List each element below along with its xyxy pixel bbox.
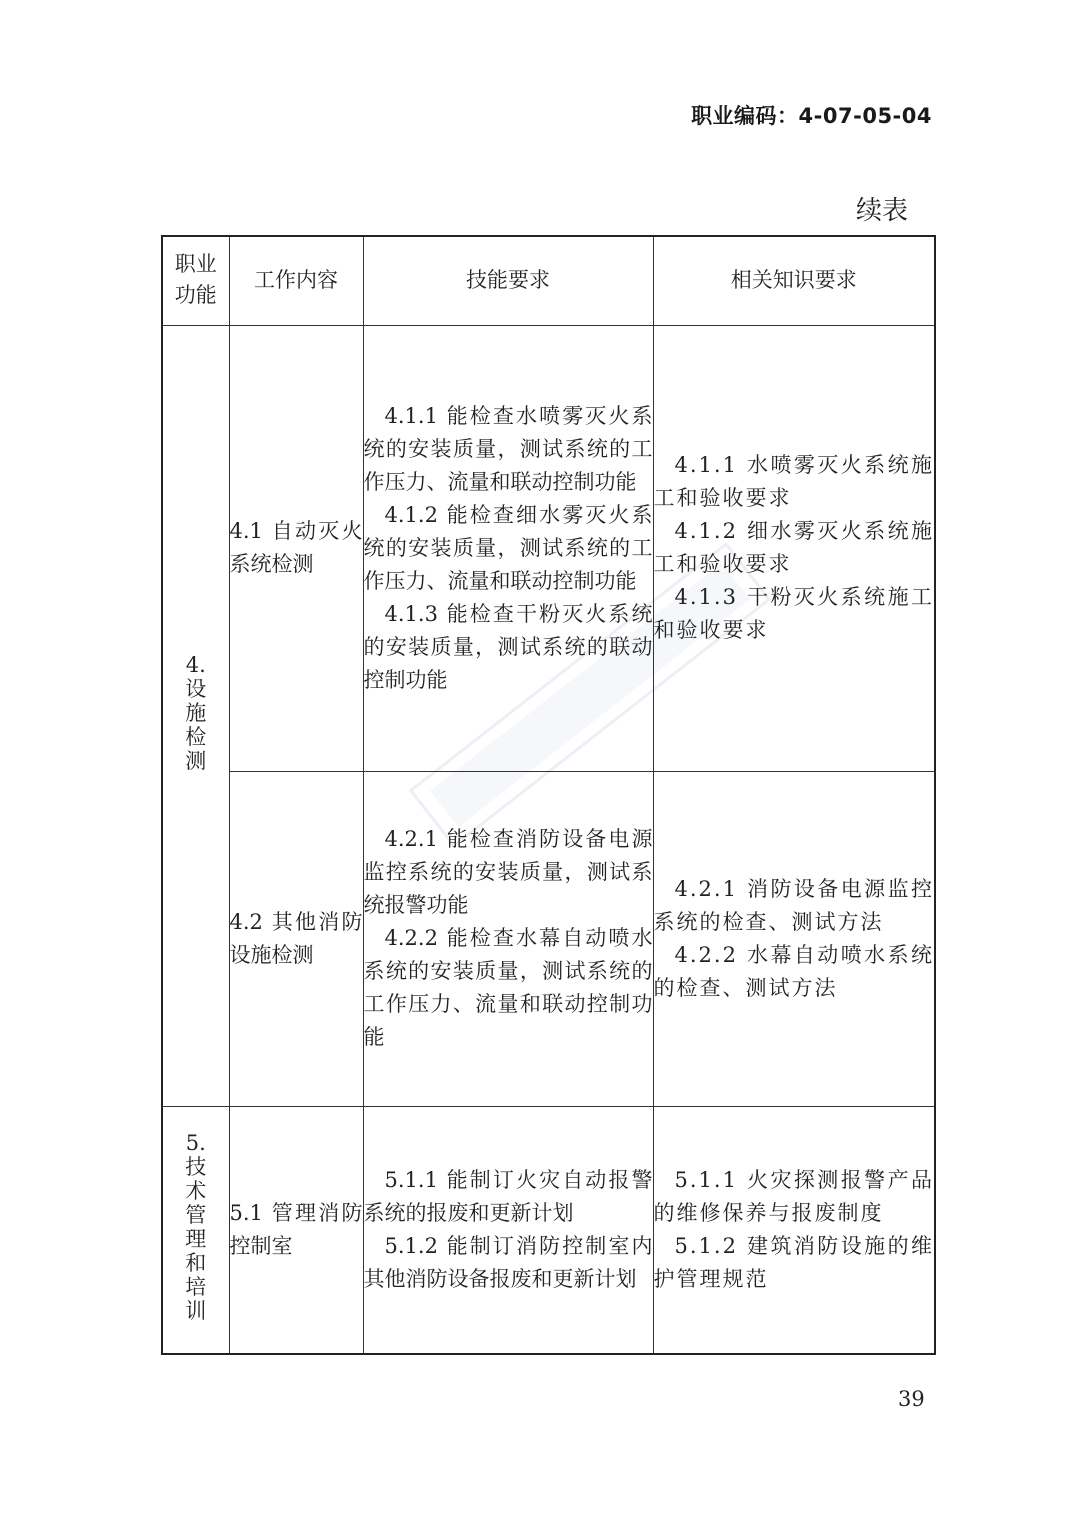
work-cell: 4.2 其他消防设施检测 — [229, 771, 363, 1106]
table-row — [162, 325, 935, 771]
table-row — [162, 1106, 935, 1354]
skill-item: 4.2.1 能检查消防设备电源监控系统的安装质量，测试系统报警功能 — [363, 827, 653, 917]
skill-cell — [363, 1106, 653, 1354]
knowledge-item: 5.1.2 建筑消防设施的维护管理规范 — [653, 1233, 934, 1291]
page-number: 39 — [898, 1387, 925, 1411]
knowledge-cell — [653, 1106, 935, 1354]
work-cell: 4.1 自动灭火系统检测 — [229, 325, 363, 771]
continued-label: 续表 — [855, 196, 908, 226]
knowledge-item: 4.2.2 水幕自动喷水系统的检查、测试方法 — [653, 942, 934, 1000]
skill-item: 4.1.2 能检查细水雾灭火系统的安装质量，测试系统的工作压力、流量和联动控制功能 — [363, 502, 653, 593]
knowledge-item: 4.1.3 干粉灭火系统施工和验收要求 — [653, 585, 934, 642]
header-function: 职业功能 — [162, 236, 229, 325]
work-cell: 5.1 管理消防控制室 — [229, 1106, 363, 1354]
occupation-code: 职业编码：4-07-05-04 — [691, 104, 932, 128]
skill-cell — [363, 325, 653, 771]
header-knowledge: 相关知识要求 — [653, 236, 935, 325]
knowledge-item: 4.1.1 水喷雾灭火系统施工和验收要求 — [653, 453, 934, 510]
header-skill: 技能要求 — [363, 236, 653, 325]
knowledge-item: 5.1.1 火灾探测报警产品的维修保养与报废制度 — [653, 1167, 934, 1225]
requirements-table — [161, 235, 936, 1355]
function-cell: 5.技术管理和培训 — [162, 1106, 229, 1354]
knowledge-item: 4.2.1 消防设备电源监控系统的检查、测试方法 — [653, 876, 934, 934]
knowledge-cell — [653, 771, 935, 1106]
knowledge-cell — [653, 325, 935, 771]
table-header-row — [162, 236, 935, 325]
skill-cell — [363, 771, 653, 1106]
header-work: 工作内容 — [229, 236, 363, 325]
skill-item: 4.2.2 能检查水幕自动喷水系统的安装质量，测试系统的工作压力、流量和联动控制功能 — [363, 926, 653, 1049]
skill-item: 4.1.3 能检查干粉灭火系统的安装质量，测试系统的联动控制功能 — [363, 601, 653, 692]
knowledge-item: 4.1.2 细水雾灭火系统施工和验收要求 — [653, 519, 934, 576]
table-row — [162, 771, 935, 1106]
skill-item: 5.1.1 能制订火灾自动报警系统的报废和更新计划 — [363, 1167, 653, 1225]
skill-item: 4.1.1 能检查水喷雾灭火系统的安装质量，测试系统的工作压力、流量和联动控制功能 — [363, 403, 653, 494]
skill-item: 5.1.2 能制订消防控制室内其他消防设备报废和更新计划 — [363, 1233, 653, 1291]
function-cell: 4.设施检测 — [162, 325, 229, 1106]
